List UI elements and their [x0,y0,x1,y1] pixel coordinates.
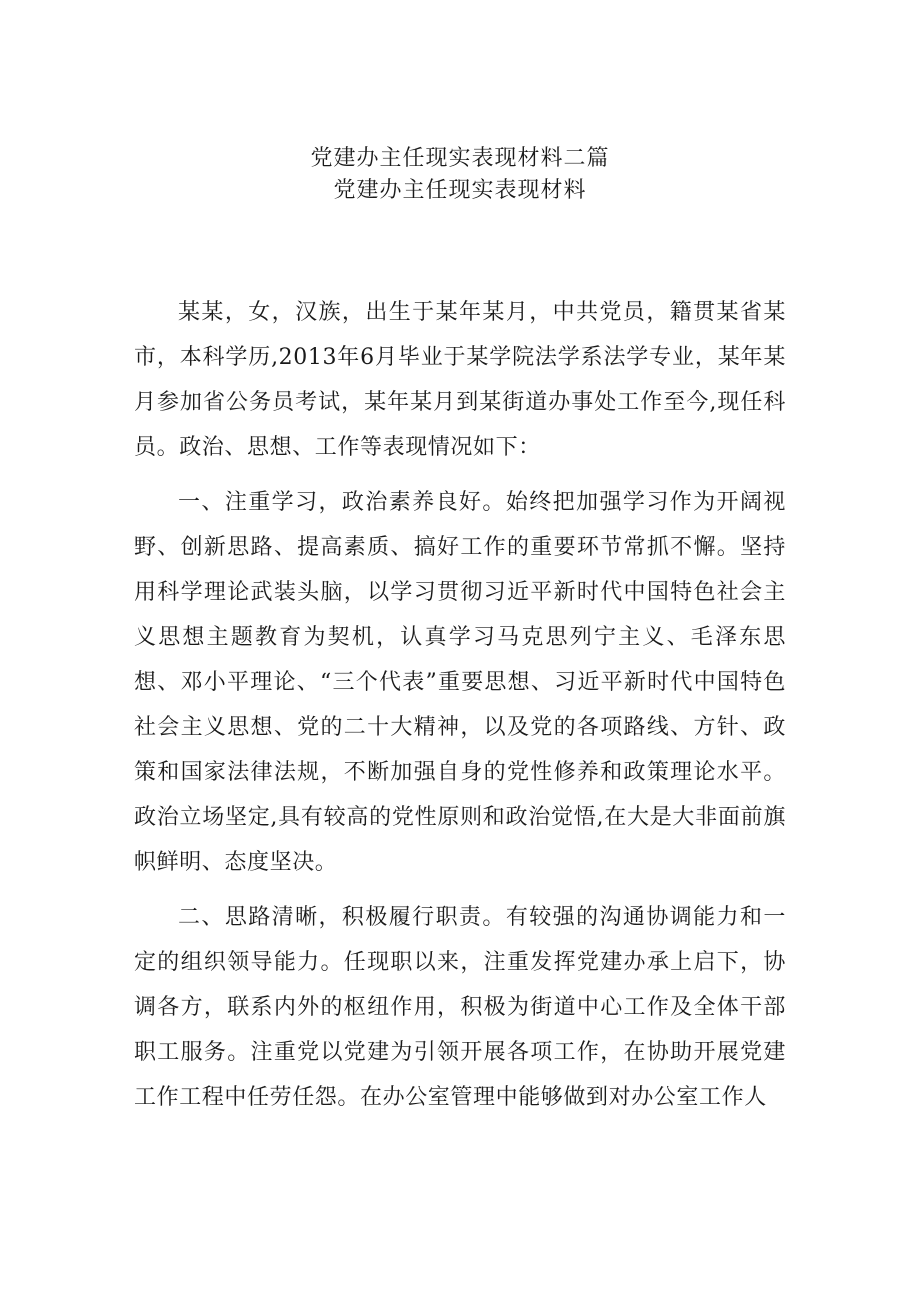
paragraph-section-2: 二、思路清晰，积极履行职责。有较强的沟通协调能力和一定的组织领导能力。任现职以来，注重发挥党建办承上启下，协调各方，联系内外的枢纽作用，积极为街道中心工作及全体干部职工服务。注重党以党建为引领开展各项工作，在协助开展党建工作工程中任劳任怨。在办公室管理中能够做到对办公室工作人 [134,905,786,1110]
document-subtitle: 党建办主任现实表现材料 [333,178,587,203]
paragraph-intro: 某某，女，汉族，出生于某年某月，中共党员，籍贯某省某市，本科学历,2013年6月毕业于某学院法学系法学专业，某年某月参加省公务员考试，某年某月到某街道办事处工作至今,现任科员。政治、思想、工作等表现情况如下： [134,300,786,460]
paragraph-section-1: 一、注重学习，政治素养良好。始终把加强学习作为开阔视野、创新思路、提高素质、搞好工作的重要环节常抓不懈。坚持用科学理论武装头脑，以学习贯彻习近平新时代中国特色社会主义思想主题教育为契机，认真学习马克思列宁主义、毛泽东思想、邓小平理论、“三个代表”重要思想、习近平新时代中国特色社会主义思想、党的二十大精神，以及党的各项路线、方针、政策和国家法律法规，不断加强自身的党性修养和政策理论水平。政治立场坚定,具有较高的党性原则和政治觉悟,在大是大非面前旗帜鲜明、态度坚决。 [134,490,786,875]
title-block [0,143,920,207]
document-body [134,290,786,1130]
document-title: 党建办主任现实表现材料二篇 [310,146,610,171]
